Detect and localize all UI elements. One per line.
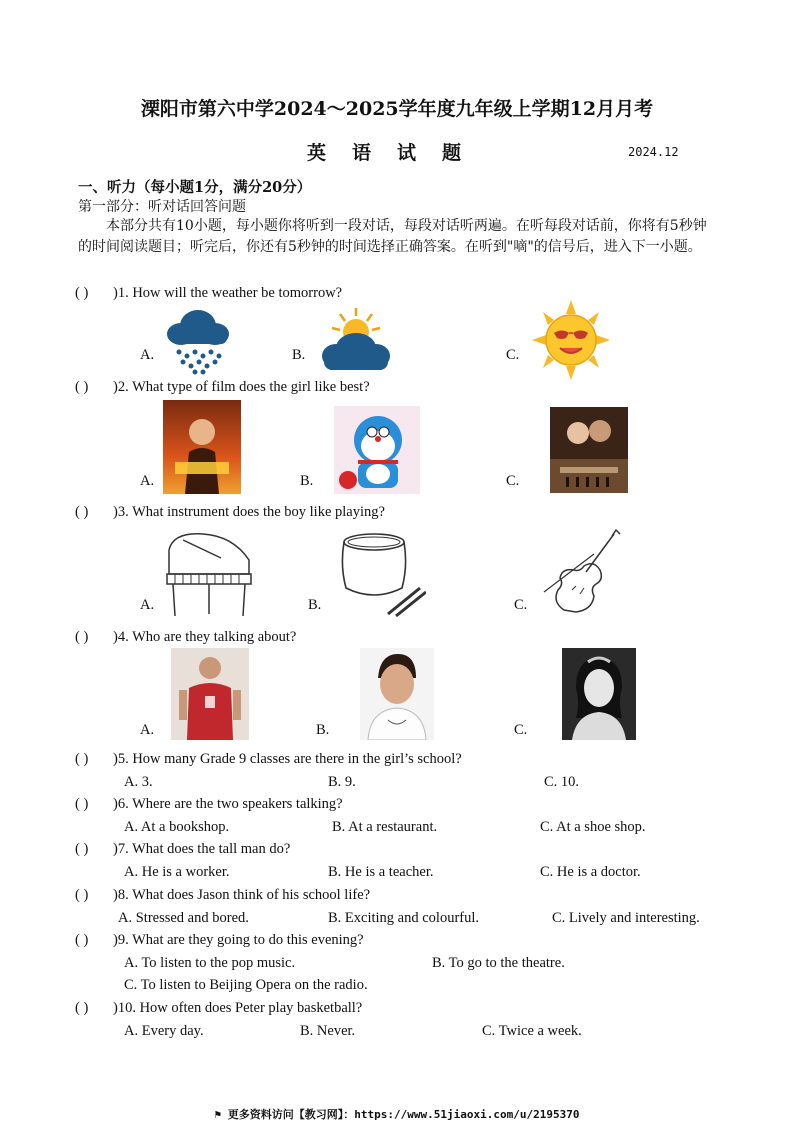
question-stem: )2. What type of film does the girl like best? <box>113 379 370 395</box>
answer-paren: ( ) <box>75 841 89 857</box>
footer-link[interactable] <box>0 1106 794 1122</box>
basketball-player-icon <box>171 648 249 740</box>
option-b: B. <box>316 722 330 738</box>
option-c: C. Twice a week. <box>482 1023 582 1039</box>
option-c: C. Lively and interesting. <box>552 910 700 926</box>
option-c: C. <box>506 473 520 489</box>
option-b: B. 9. <box>328 774 356 790</box>
option-b: B. <box>308 597 322 613</box>
answer-paren: ( ) <box>75 887 89 903</box>
part-heading: 第一部分：听对话回答问题 <box>78 199 246 215</box>
piano-icon <box>163 530 255 620</box>
question-stem: )5. How many Grade 9 classes are there in the girl’s school? <box>113 751 462 767</box>
cartoon-film-poster-icon <box>334 406 420 494</box>
question-stem: )7. What does the tall man do? <box>113 841 291 857</box>
option-a: A. He is a worker. <box>124 864 230 880</box>
option-b: B. To go to the theatre. <box>432 955 565 971</box>
option-b: B. He is a teacher. <box>328 864 434 880</box>
violin-icon <box>542 526 622 616</box>
actress-portrait-icon <box>562 648 636 740</box>
question-stem: )3. What instrument does the boy like playing? <box>113 504 385 520</box>
action-film-poster-icon <box>163 400 241 494</box>
section-intro: 本部分共有10小题，每小题你将听到一段对话，每段对话听两遍。在听每段对话前，你将有5秒钟的时间阅读题目；听完后，你还有5秒钟的时间选择正确答案。在听到"嘀"的信号后，进入下一小题。 <box>78 218 707 255</box>
option-b: B. <box>292 347 306 363</box>
exam-title: 溧阳市第六中学2024～2025学年度九年级上学期12月月考 <box>140 98 654 120</box>
option-a: A. At a bookshop. <box>124 819 230 835</box>
footer-text: 更多资料访问【教习网】：https://www.51jiaoxi.com/u/2195370 <box>227 1108 580 1121</box>
option-c: C. At a shoe shop. <box>540 819 646 835</box>
option-a: A. <box>140 722 155 738</box>
option-c: C. <box>514 722 528 738</box>
romance-film-poster-icon <box>550 407 628 493</box>
option-b: B. Exciting and colourful. <box>328 910 480 926</box>
answer-paren: ( ) <box>75 504 89 520</box>
question-stem: )8. What does Jason think of his school life? <box>113 887 371 903</box>
option-a: A. <box>140 347 155 363</box>
answer-paren: ( ) <box>75 1000 89 1016</box>
answer-paren: ( ) <box>75 932 89 948</box>
option-a: A. Stressed and bored. <box>118 910 249 926</box>
sun-behind-cloud-icon <box>320 306 392 372</box>
rain-cloud-icon <box>165 304 231 376</box>
option-c: C. <box>514 597 528 613</box>
exam-subtitle: 英语试题 <box>306 142 487 164</box>
answer-paren: ( ) <box>75 285 89 301</box>
answer-paren: ( ) <box>75 796 89 812</box>
option-b: B. <box>300 473 314 489</box>
question-stem: )9. What are they going to do this evening? <box>113 932 364 948</box>
question-stem: )6. Where are the two speakers talking? <box>113 796 343 812</box>
option-c: C. To listen to Beijing Opera on the radio. <box>124 977 368 993</box>
exam-date: 2024.12 <box>628 145 679 159</box>
question-stem: )4. Who are they talking about? <box>113 629 297 645</box>
option-a: A. <box>140 597 155 613</box>
section-heading: 一、听力（每小题1分，满分20分） <box>78 179 312 196</box>
option-a: A. Every day. <box>124 1023 204 1039</box>
actor-portrait-icon <box>360 648 434 740</box>
option-a: A. 3. <box>124 774 153 790</box>
option-a: A. To listen to the pop music. <box>124 955 296 971</box>
drum-icon <box>336 530 426 618</box>
option-c: C. <box>506 347 520 363</box>
question-stem: )1. How will the weather be tomorrow? <box>113 285 343 301</box>
answer-paren: ( ) <box>75 751 89 767</box>
option-c: C. He is a doctor. <box>540 864 641 880</box>
option-a: A. <box>140 473 155 489</box>
option-c: C. 10. <box>544 774 580 790</box>
answer-paren: ( ) <box>75 379 89 395</box>
flag-icon: ⚑ <box>214 1108 228 1121</box>
option-b: B. At a restaurant. <box>332 819 438 835</box>
smiling-sun-icon <box>532 300 610 380</box>
answer-paren: ( ) <box>75 629 89 645</box>
question-stem: )10. How often does Peter play basketball? <box>113 1000 363 1016</box>
option-b: B. Never. <box>300 1023 356 1039</box>
